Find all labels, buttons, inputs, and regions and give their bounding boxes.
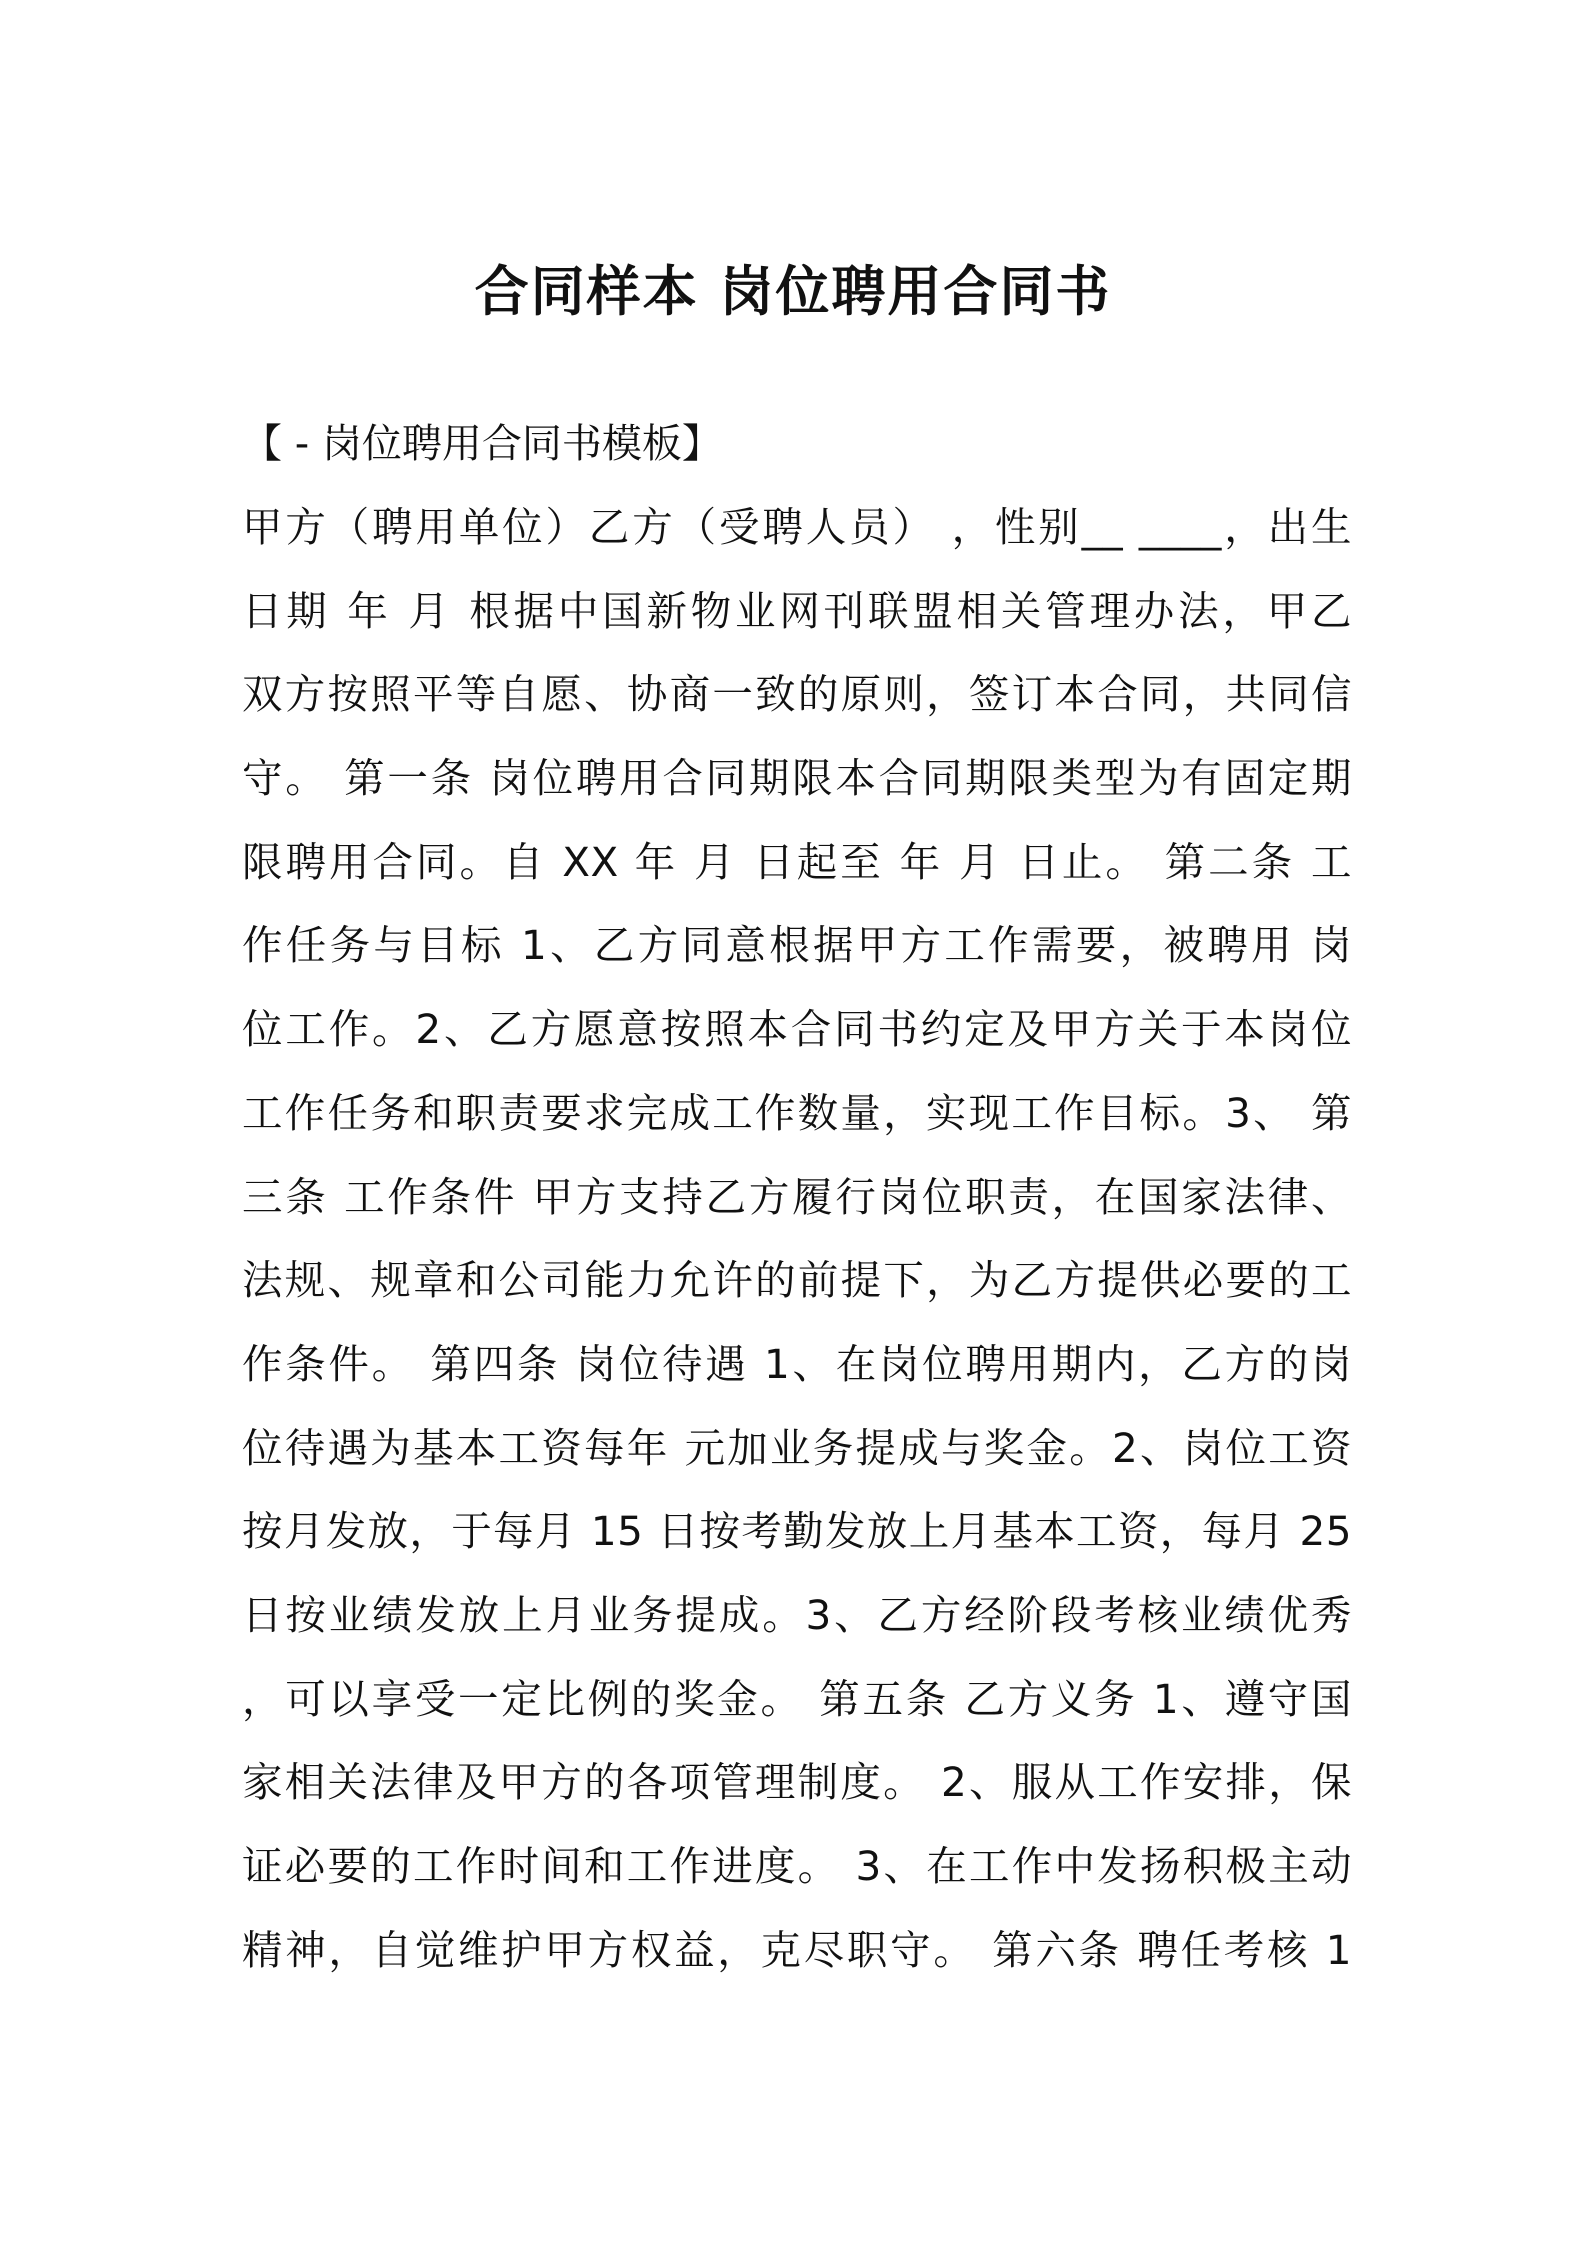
document-body	[242, 486, 1352, 1992]
body-line: 作任务与目标 1、乙方同意根据甲方工作需要，被聘用 岗	[242, 921, 1352, 970]
body-line: 家相关法律及甲方的各项管理制度。 2、服从工作安排，保	[242, 1758, 1352, 1807]
body-line: 双方按照平等自愿、协商一致的原则，签订本合同，共同信	[242, 670, 1352, 719]
document-title: 合同样本 岗位聘用合同书	[474, 260, 1112, 323]
body-line: 工作任务和职责要求完成工作数量，实现工作目标。3、 第	[242, 1088, 1352, 1137]
body-line: 作条件。 第四条 岗位待遇 1、在岗位聘用期内，乙方的岗	[242, 1339, 1352, 1388]
body-line: 守。 第一条 岗位聘用合同期限本合同期限类型为有固定期	[242, 754, 1352, 803]
body-line: 证必要的工作时间和工作进度。 3、在工作中发扬积极主动	[242, 1842, 1352, 1890]
body-line: 甲方（聘用单位）乙方（受聘人员） ，性别__ ____，出生	[242, 503, 1352, 551]
body-line: 位待遇为基本工资每年 元加业务提成与奖金。2、岗位工资	[242, 1423, 1352, 1472]
document-subtitle: 【 - 岗位聘用合同书模板】	[242, 421, 722, 467]
body-line: 法规、规章和公司能力允许的前提下，为乙方提供必要的工	[242, 1256, 1352, 1305]
body-line: 限聘用合同。自 XX 年 月 日起至 年 月 日止。 第二条 工	[242, 837, 1352, 886]
body-line: 精神，自觉维护甲方权益，克尽职守。 第六条 聘任考核 1	[242, 1925, 1352, 1974]
body-line: 三条 工作条件 甲方支持乙方履行岗位职责，在国家法律、	[242, 1172, 1352, 1221]
body-line: 日期 年 月 根据中国新物业网刊联盟相关管理办法，甲乙	[242, 586, 1352, 635]
body-line: 按月发放，于每月 15 日按考勤发放上月基本工资，每月 25	[242, 1507, 1352, 1556]
body-line: ，可以享受一定比例的奖金。 第五条 乙方义务 1、遵守国	[242, 1674, 1352, 1723]
body-line: 位工作。2、乙方愿意按照本合同书约定及甲方关于本岗位	[242, 1005, 1352, 1054]
body-line: 日按业绩发放上月业务提成。3、乙方经阶段考核业绩优秀	[242, 1590, 1352, 1639]
